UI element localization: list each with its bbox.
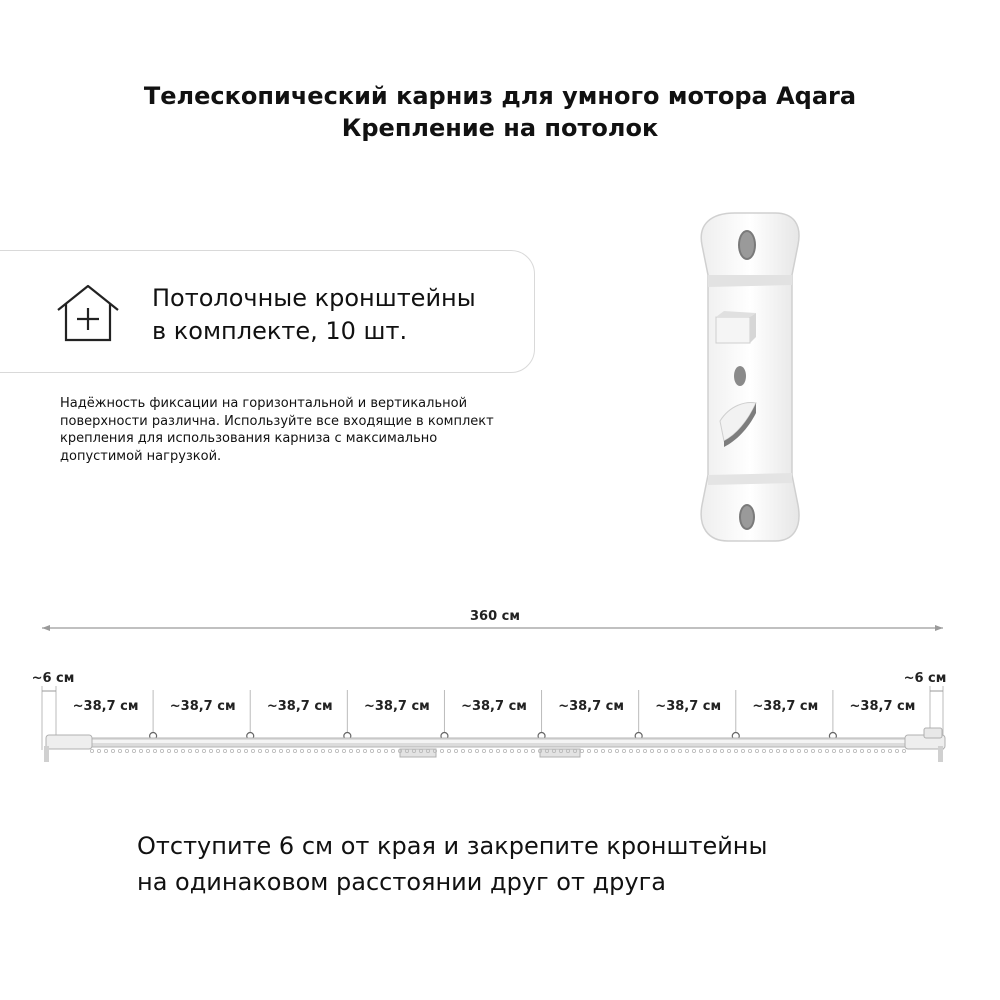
spacing-label-3: ~38,7 см: [266, 699, 333, 714]
instruction-line-2: на одинаковом расстоянии друг от друга: [137, 868, 666, 896]
rail-hook: [874, 749, 877, 752]
rail-hook: [671, 749, 674, 752]
rail-hook: [454, 749, 457, 752]
rail-hook: [650, 749, 653, 752]
rail-hook: [832, 749, 835, 752]
rail-hook: [657, 749, 660, 752]
spacing-label-2: ~38,7 см: [169, 699, 236, 714]
rail-hook: [489, 749, 492, 752]
rail-hook: [230, 749, 233, 752]
rail-hook: [258, 749, 261, 752]
title-line-2: Крепление на потолок: [341, 114, 659, 142]
rail-hook: [111, 749, 114, 752]
rail-hook: [97, 749, 100, 752]
rail-hook: [251, 749, 254, 752]
rail-hook: [335, 749, 338, 752]
rail-hook: [776, 749, 779, 752]
rail-hook: [468, 749, 471, 752]
edge-left-label: ~6 см: [31, 671, 75, 686]
note-line-4: допустимой нагрузкой.: [60, 448, 222, 464]
rail-hook: [615, 749, 618, 752]
rail-hook: [237, 749, 240, 752]
rail-hook: [895, 749, 898, 752]
rail-hook: [902, 749, 905, 752]
rail-hook: [685, 749, 688, 752]
rail-hook: [818, 749, 821, 752]
rail-hook: [748, 749, 751, 752]
rail-hook: [517, 749, 520, 752]
spacing-label-6: ~38,7 см: [558, 699, 625, 714]
rail-hook: [307, 749, 310, 752]
feature-card-line-2: в комплекте, 10 шт.: [152, 317, 408, 345]
rail-hook: [391, 749, 394, 752]
rail-hook: [825, 749, 828, 752]
rail-hook: [174, 749, 177, 752]
rail-hook: [363, 749, 366, 752]
rail-hook: [531, 749, 534, 752]
rail-hook: [167, 749, 170, 752]
rail-hook: [587, 749, 590, 752]
feature-card-line-1: Потолочные кронштейны: [152, 284, 476, 312]
rail-dimension-diagram: [0, 590, 1000, 790]
rail-hook: [524, 749, 527, 752]
rail-hook: [202, 749, 205, 752]
note-line-3: крепления для использования карниза с максимально: [60, 431, 438, 446]
rail-hook: [286, 749, 289, 752]
rail-hook: [279, 749, 282, 752]
ceiling-bracket-illustration: [690, 205, 810, 550]
rail-hook: [601, 749, 604, 752]
rail-hook: [790, 749, 793, 752]
rail-hook: [482, 749, 485, 752]
rail-hook: [636, 749, 639, 752]
edge-right-label: ~6 см: [903, 671, 947, 686]
rail-hook: [328, 749, 331, 752]
rail-hook: [678, 749, 681, 752]
rail-hook: [727, 749, 730, 752]
rail-hook: [629, 749, 632, 752]
rail-hook: [314, 749, 317, 752]
rail-hook: [195, 749, 198, 752]
rail-hook: [713, 749, 716, 752]
rail-hook: [734, 749, 737, 752]
spacing-label-5: ~38,7 см: [461, 699, 527, 714]
rail-hook: [300, 749, 303, 752]
curtain-rail: [44, 728, 945, 762]
spacing-label-1: ~38,7 см: [72, 699, 139, 714]
rail-hook: [370, 749, 373, 752]
rail-hook: [342, 749, 345, 752]
rail-hook: [706, 749, 709, 752]
feature-card-text: [152, 282, 476, 348]
rail-hook: [265, 749, 268, 752]
rail-hook: [867, 749, 870, 752]
rail-hook: [132, 749, 135, 752]
rail-hook: [762, 749, 765, 752]
rail-hook: [860, 749, 863, 752]
rail-hook: [160, 749, 163, 752]
rail-hook: [272, 749, 275, 752]
rail-hook: [783, 749, 786, 752]
rail-hook: [846, 749, 849, 752]
rail-hook: [244, 749, 247, 752]
rail-hook: [580, 749, 583, 752]
rail-hook: [720, 749, 723, 752]
spacing-label-4: ~38,7 см: [363, 699, 430, 714]
rail-hook: [440, 749, 443, 752]
spacing-label-7: ~38,7 см: [655, 699, 722, 714]
title-line-1: Телескопический карниз для умного мотора Aqara: [143, 82, 857, 110]
rail-hooks: [90, 749, 905, 752]
instruction-text: [137, 828, 767, 900]
rail-hook: [356, 749, 359, 752]
rail-hook: [811, 749, 814, 752]
rail-hook: [503, 749, 506, 752]
rail-hook: [692, 749, 695, 752]
rail-hook: [104, 749, 107, 752]
rail-hook: [741, 749, 744, 752]
instruction-line-1: Отступите 6 см от края и закрепите кронштейны: [137, 832, 768, 860]
rail-hook: [608, 749, 611, 752]
rail-hook: [699, 749, 702, 752]
rail-hook: [475, 749, 478, 752]
total-length-dimension: [42, 609, 943, 631]
rail-hook: [293, 749, 296, 752]
rail-hook: [622, 749, 625, 752]
rail-hook: [209, 749, 212, 752]
total-length-label: 360 см: [470, 609, 520, 624]
spacing-label-8: ~38,7 см: [752, 699, 819, 714]
rail-hook: [664, 749, 667, 752]
rail-hook: [384, 749, 387, 752]
rail-hook: [888, 749, 891, 752]
rail-hook: [216, 749, 219, 752]
rail-hook: [146, 749, 149, 752]
rail-hook: [797, 749, 800, 752]
rail-hook: [321, 749, 324, 752]
rail-hook: [804, 749, 807, 752]
rail-hook: [181, 749, 184, 752]
rail-hook: [755, 749, 758, 752]
rail-hook: [461, 749, 464, 752]
rail-hook: [349, 749, 352, 752]
note-line-1: Надёжность фиксации на горизонтальной и вертикальной: [60, 396, 468, 411]
bracket-spacing-dimensions: [73, 690, 916, 740]
rail-hook: [90, 749, 93, 752]
rail-hook: [496, 749, 499, 752]
rail-hook: [643, 749, 646, 752]
rail-hook: [153, 749, 156, 752]
rail-hook: [510, 749, 513, 752]
rail-hook: [881, 749, 884, 752]
spacing-label-9: ~38,7 см: [849, 699, 916, 714]
rail-hook: [139, 749, 142, 752]
note-line-2: поверхности различна. Используйте все входящие в комплект: [60, 413, 494, 429]
rail-hook: [839, 749, 842, 752]
rail-hook: [853, 749, 856, 752]
page-title: [0, 80, 1000, 144]
rail-hook: [125, 749, 128, 752]
rail-hook: [118, 749, 121, 752]
reliability-note: [60, 395, 540, 465]
rail-hook: [377, 749, 380, 752]
rail-hook: [223, 749, 226, 752]
rail-hook: [594, 749, 597, 752]
rail-hook: [769, 749, 772, 752]
rail-hook: [447, 749, 450, 752]
house-plus-icon: [54, 282, 122, 344]
rail-hook: [188, 749, 191, 752]
